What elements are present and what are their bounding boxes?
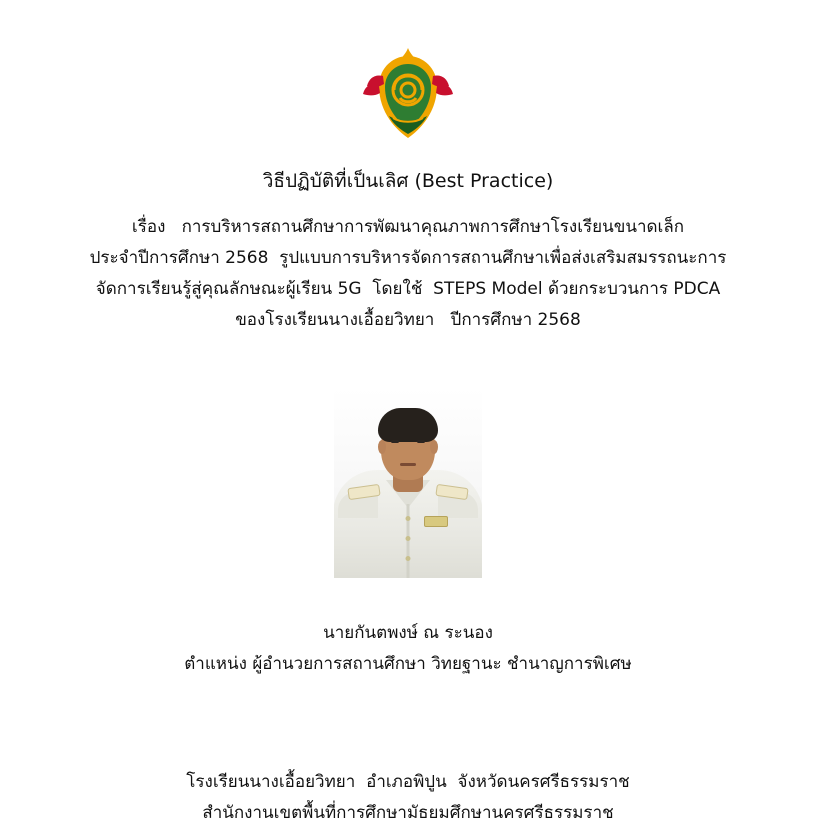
portrait-photo — [334, 388, 482, 578]
author-name: นายกันตพงษ์ ณ ระนอง — [323, 623, 493, 643]
ministry-emblem-icon — [348, 46, 468, 146]
portrait-eye-left — [391, 440, 399, 443]
subject-line: ของโรงเรียนนางเอื้อยวิทยา ปีการศึกษา 2568 — [235, 310, 581, 330]
page-title: วิธีปฏิบัติที่เป็นเลิศ (Best Practice) — [262, 170, 554, 192]
document-title-block — [38, 168, 778, 194]
footer-block — [0, 767, 816, 829]
subject-line: จัดการเรียนรู้สู่คุณลักษณะผู้เรียน 5G โดยใช้ STEPS Model ด้วยกระบวนการ PDCA — [95, 279, 721, 299]
portrait-illustration — [334, 388, 482, 578]
uniform-button — [406, 516, 411, 521]
portrait-eye-right — [417, 440, 425, 443]
author-block — [38, 618, 778, 680]
name-badge-icon — [424, 516, 448, 527]
uniform-button — [406, 536, 411, 541]
footer-office-line: สำนักงานเขตพื้นที่การศึกษามัธยมศึกษานครศรีธรรมราช — [202, 803, 614, 823]
uniform-button — [406, 556, 411, 561]
subject-line: ประจำปีการศึกษา 2568 รูปแบบการบริหารจัดการสถานศึกษาเพื่อส่งเสริมสมรรถนะการ — [89, 248, 727, 268]
portrait-ear-left — [378, 440, 386, 454]
portrait-ear-right — [430, 440, 438, 454]
footer-school-line: โรงเรียนนางเอื้อยวิทยา อำเภอพิปูน จังหวัดนครศรีธรรมราช — [186, 772, 630, 792]
portrait-hair — [378, 408, 438, 442]
subject-line: เรื่อง การบริหารสถานศึกษาการพัฒนาคุณภาพการศึกษาโรงเรียนขนาดเล็ก — [131, 217, 685, 237]
author-position: ตำแหน่ง ผู้อำนวยการสถานศึกษา วิทยฐานะ ชำนาญการพิเศษ — [184, 654, 632, 674]
portrait-mouth — [400, 463, 416, 466]
document-subject-block — [38, 212, 778, 336]
